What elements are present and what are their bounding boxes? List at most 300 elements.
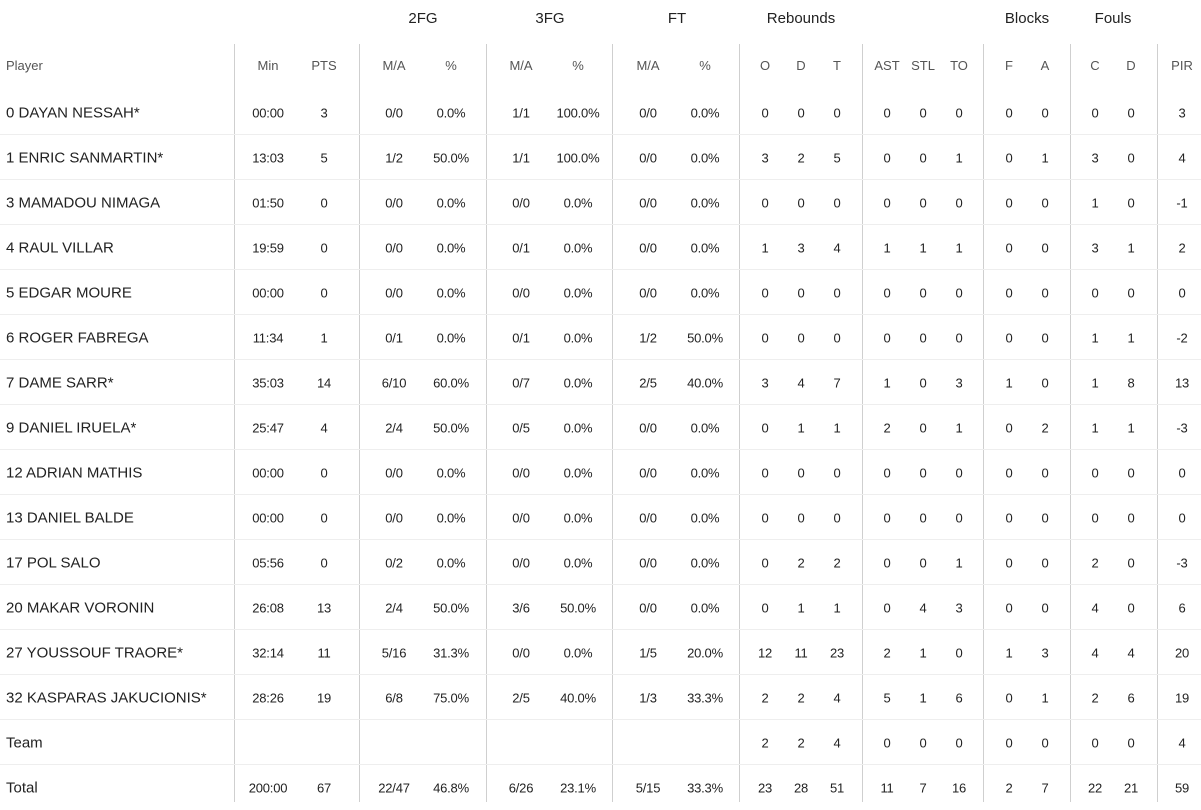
player-name[interactable]: 1 ENRIC SANMARTIN* — [6, 149, 164, 166]
stat-ft-pct: 0.0% — [690, 195, 720, 210]
stat-pts: 3 — [320, 105, 328, 120]
stat-fg3-ma: 6/26 — [508, 780, 534, 795]
stat-pts: 14 — [316, 375, 332, 390]
stat-reb-d: 28 — [793, 780, 809, 795]
player-name[interactable]: 7 DAME SARR* — [6, 374, 114, 391]
stat-reb-t: 5 — [833, 150, 841, 165]
stat-blk-a: 1 — [1041, 150, 1049, 165]
stat-pir: 2 — [1178, 240, 1186, 255]
stat-reb-t: 0 — [833, 330, 841, 345]
stat-ast: 0 — [883, 735, 891, 750]
stat-blk-f: 0 — [1005, 150, 1013, 165]
stat-pts: 0 — [320, 510, 328, 525]
stat-reb-t: 4 — [833, 240, 841, 255]
stat-reb-o: 0 — [761, 465, 769, 480]
stat-foul-d: 4 — [1127, 645, 1135, 660]
stat-fg2-pct: 0.0% — [436, 465, 466, 480]
stat-pir: 4 — [1178, 735, 1186, 750]
stat-to: 0 — [955, 510, 963, 525]
stat-stl: 0 — [919, 735, 927, 750]
stat-min: 35:03 — [252, 375, 284, 390]
stat-foul-d: 8 — [1127, 375, 1135, 390]
stat-blk-a: 0 — [1041, 600, 1049, 615]
stat-fg3-pct: 0.0% — [563, 555, 593, 570]
stat-fg3-ma: 1/1 — [512, 105, 530, 120]
stat-blk-a: 3 — [1041, 645, 1049, 660]
stat-ft-pct: 0.0% — [690, 555, 720, 570]
stat-pir: 13 — [1174, 375, 1190, 390]
stat-fg3-pct: 23.1% — [560, 780, 596, 795]
player-name[interactable]: 13 DANIEL BALDE — [6, 509, 134, 526]
stat-reb-d: 1 — [797, 600, 805, 615]
stat-foul-d: 0 — [1127, 735, 1135, 750]
stat-fg2-pct: 50.0% — [433, 150, 469, 165]
stat-pir: 59 — [1174, 780, 1190, 795]
stat-pts: 0 — [320, 465, 328, 480]
stat-pir: 3 — [1178, 105, 1186, 120]
stat-foul-c: 0 — [1091, 735, 1099, 750]
column-header-pir[interactable]: PIR — [1171, 58, 1193, 73]
stat-stl: 0 — [919, 285, 927, 300]
stat-blk-f: 0 — [1005, 105, 1013, 120]
player-name[interactable]: 3 MAMADOU NIMAGA — [6, 194, 161, 211]
stat-foul-d: 0 — [1127, 105, 1135, 120]
stat-blk-a: 0 — [1041, 105, 1049, 120]
player-name[interactable]: 27 YOUSSOUF TRAORE* — [6, 644, 183, 661]
stat-fg2-ma: 0/0 — [385, 285, 403, 300]
player-name[interactable]: 20 MAKAR VORONIN — [6, 599, 155, 616]
stat-blk-f: 0 — [1005, 555, 1013, 570]
stat-reb-o: 2 — [761, 690, 769, 705]
stat-blk-f: 0 — [1005, 420, 1013, 435]
stat-reb-d: 2 — [797, 735, 805, 750]
stat-fg3-ma: 0/0 — [512, 645, 530, 660]
stat-reb-t: 7 — [833, 375, 841, 390]
stat-ft-pct: 0.0% — [690, 285, 720, 300]
stat-pts: 19 — [316, 690, 332, 705]
column-header-fg2-pct[interactable]: % — [445, 58, 457, 73]
player-name[interactable]: 0 DAYAN NESSAH* — [6, 104, 140, 121]
stat-reb-d: 2 — [797, 690, 805, 705]
stat-foul-c: 22 — [1087, 780, 1103, 795]
stat-pir: 0 — [1178, 285, 1186, 300]
player-name[interactable]: 6 ROGER FABREGA — [6, 329, 149, 346]
stat-reb-o: 3 — [761, 375, 769, 390]
player-name: Total — [6, 779, 38, 796]
column-header-reb-o[interactable]: O — [759, 58, 771, 73]
stat-fg2-pct: 50.0% — [433, 420, 469, 435]
stat-fg2-ma: 0/0 — [385, 105, 403, 120]
stat-reb-t: 23 — [829, 645, 845, 660]
stat-ft-pct: 0.0% — [690, 420, 720, 435]
stat-ast: 1 — [883, 240, 891, 255]
stat-reb-t: 4 — [833, 690, 841, 705]
stat-ast: 2 — [883, 645, 891, 660]
stat-min: 200:00 — [248, 780, 288, 795]
stat-reb-o: 0 — [761, 195, 769, 210]
stat-reb-d: 4 — [797, 375, 805, 390]
stat-fg2-pct: 31.3% — [433, 645, 469, 660]
stat-fg2-pct: 0.0% — [436, 510, 466, 525]
stat-min: 28:26 — [252, 690, 284, 705]
stat-foul-c: 2 — [1091, 690, 1099, 705]
stat-pts: 0 — [320, 195, 328, 210]
stat-fg3-ma: 0/0 — [512, 465, 530, 480]
stat-reb-d: 0 — [797, 195, 805, 210]
stat-fg2-ma: 2/4 — [385, 420, 403, 435]
stat-foul-c: 4 — [1091, 600, 1099, 615]
column-header-fg2-ma[interactable]: M/A — [382, 58, 406, 73]
stat-fg2-ma: 0/0 — [385, 195, 403, 210]
stat-pts: 4 — [320, 420, 328, 435]
stat-ft-ma: 0/0 — [639, 555, 657, 570]
stat-ast: 0 — [883, 600, 891, 615]
stat-reb-d: 1 — [797, 420, 805, 435]
stat-pts: 13 — [316, 600, 332, 615]
stat-fg2-pct: 0.0% — [436, 285, 466, 300]
column-header-blk-f[interactable]: F — [1005, 58, 1013, 73]
stat-ft-ma: 0/0 — [639, 420, 657, 435]
stat-to: 6 — [955, 690, 963, 705]
stat-pir: 4 — [1178, 150, 1186, 165]
stat-blk-a: 0 — [1041, 510, 1049, 525]
stat-reb-o: 0 — [761, 420, 769, 435]
player-name[interactable]: 32 KASPARAS JAKUCIONIS* — [6, 689, 207, 706]
player-name[interactable]: 4 RAUL VILLAR — [6, 239, 114, 256]
stat-ast: 0 — [883, 105, 891, 120]
stat-foul-d: 1 — [1127, 330, 1135, 345]
player-name[interactable]: 5 EDGAR MOURE — [6, 284, 132, 301]
stat-foul-d: 1 — [1127, 420, 1135, 435]
stat-fg2-ma: 0/0 — [385, 240, 403, 255]
stat-foul-d: 21 — [1123, 780, 1139, 795]
stat-pir: 20 — [1174, 645, 1190, 660]
stat-foul-c: 3 — [1091, 240, 1099, 255]
column-header-blk-a[interactable]: A — [1040, 58, 1050, 73]
stat-stl: 7 — [919, 780, 927, 795]
stat-ft-ma: 0/0 — [639, 510, 657, 525]
stat-ft-ma: 0/0 — [639, 600, 657, 615]
stat-blk-f: 0 — [1005, 600, 1013, 615]
group-header-blocks: Blocks — [1004, 10, 1050, 27]
stat-min: 25:47 — [252, 420, 284, 435]
column-header-reb-t[interactable]: T — [833, 58, 841, 73]
table-row — [0, 630, 1201, 675]
stat-min: 26:08 — [252, 600, 284, 615]
table-row — [0, 585, 1201, 630]
stat-fg3-pct: 0.0% — [563, 510, 593, 525]
stat-fg2-pct: 0.0% — [436, 195, 466, 210]
stat-fg3-pct: 0.0% — [563, 330, 593, 345]
column-header-fg3-pct[interactable]: % — [572, 58, 584, 73]
column-header-player[interactable]: Player — [6, 58, 43, 73]
group-header-ft: FT — [667, 10, 687, 27]
stat-foul-d: 0 — [1127, 510, 1135, 525]
stat-ft-pct: 0.0% — [690, 240, 720, 255]
stat-to: 1 — [955, 420, 963, 435]
stat-reb-t: 2 — [833, 555, 841, 570]
column-header-min[interactable]: Min — [257, 58, 279, 73]
stat-min: 19:59 — [252, 240, 284, 255]
stat-blk-f: 0 — [1005, 465, 1013, 480]
stat-to: 1 — [955, 555, 963, 570]
stat-foul-d: 6 — [1127, 690, 1135, 705]
player-name[interactable]: 9 DANIEL IRUELA* — [6, 419, 137, 436]
stat-foul-c: 0 — [1091, 465, 1099, 480]
stat-ft-ma: 0/0 — [639, 150, 657, 165]
stat-ft-ma: 0/0 — [639, 285, 657, 300]
stat-stl: 0 — [919, 150, 927, 165]
column-header-pts[interactable]: PTS — [311, 58, 337, 73]
stat-ft-pct: 40.0% — [687, 375, 723, 390]
stat-fg2-ma: 0/1 — [385, 330, 403, 345]
stat-reb-o: 0 — [761, 600, 769, 615]
stat-min: 00:00 — [252, 105, 284, 120]
stat-fg3-pct: 0.0% — [563, 240, 593, 255]
stat-reb-o: 0 — [761, 105, 769, 120]
stat-fg2-ma: 1/2 — [385, 150, 403, 165]
stat-to: 3 — [955, 375, 963, 390]
stat-pir: 6 — [1178, 600, 1186, 615]
group-header-rebounds: Rebounds — [766, 10, 836, 27]
player-name[interactable]: 17 POL SALO — [6, 554, 101, 571]
stat-ast: 0 — [883, 150, 891, 165]
stat-fg2-ma: 6/8 — [385, 690, 403, 705]
stat-foul-c: 0 — [1091, 285, 1099, 300]
stat-to: 0 — [955, 645, 963, 660]
stat-foul-c: 0 — [1091, 105, 1099, 120]
stat-reb-d: 2 — [797, 555, 805, 570]
stat-blk-f: 0 — [1005, 330, 1013, 345]
stat-reb-t: 51 — [829, 780, 845, 795]
stat-blk-a: 0 — [1041, 735, 1049, 750]
table-row — [0, 90, 1201, 135]
table-row — [0, 405, 1201, 450]
stat-blk-a: 0 — [1041, 240, 1049, 255]
stat-stl: 4 — [919, 600, 927, 615]
stat-blk-a: 0 — [1041, 465, 1049, 480]
stat-pir: -2 — [1176, 330, 1188, 345]
column-header-ft-ma[interactable]: M/A — [636, 58, 660, 73]
column-header-ft-pct[interactable]: % — [699, 58, 711, 73]
stat-fg2-pct: 46.8% — [433, 780, 469, 795]
stat-reb-t: 1 — [833, 600, 841, 615]
stat-to: 0 — [955, 465, 963, 480]
team-row — [0, 720, 1201, 765]
stat-fg3-pct: 0.0% — [563, 195, 593, 210]
stat-reb-t: 0 — [833, 465, 841, 480]
stat-reb-d: 0 — [797, 330, 805, 345]
stat-fg2-pct: 50.0% — [433, 600, 469, 615]
stat-foul-c: 1 — [1091, 420, 1099, 435]
table-row — [0, 675, 1201, 720]
stat-fg2-pct: 0.0% — [436, 555, 466, 570]
column-header-foul-d[interactable]: D — [1126, 58, 1136, 73]
stat-blk-f: 1 — [1005, 375, 1013, 390]
stat-ft-ma: 1/5 — [639, 645, 657, 660]
stat-fg3-ma: 0/7 — [512, 375, 530, 390]
stat-foul-c: 3 — [1091, 150, 1099, 165]
stat-ft-ma: 1/2 — [639, 330, 657, 345]
stat-reb-o: 0 — [761, 285, 769, 300]
stat-min: 00:00 — [252, 510, 284, 525]
stat-stl: 0 — [919, 330, 927, 345]
stat-stl: 1 — [919, 690, 927, 705]
stat-pir: 0 — [1178, 510, 1186, 525]
stat-ft-ma: 1/3 — [639, 690, 657, 705]
stat-pts: 0 — [320, 285, 328, 300]
stat-fg3-pct: 0.0% — [563, 645, 593, 660]
stat-reb-d: 2 — [797, 150, 805, 165]
stat-ft-ma: 2/5 — [639, 375, 657, 390]
total-row — [0, 765, 1201, 810]
column-header-to[interactable]: TO — [950, 58, 968, 73]
stat-foul-c: 0 — [1091, 510, 1099, 525]
stat-ast: 0 — [883, 195, 891, 210]
stat-fg2-pct: 0.0% — [436, 105, 466, 120]
stat-foul-c: 4 — [1091, 645, 1099, 660]
stat-reb-t: 4 — [833, 735, 841, 750]
stat-blk-a: 7 — [1041, 780, 1049, 795]
stat-pir: -3 — [1176, 420, 1188, 435]
stat-reb-o: 2 — [761, 735, 769, 750]
stat-min: 13:03 — [252, 150, 284, 165]
stat-min: 05:56 — [252, 555, 284, 570]
stat-reb-t: 0 — [833, 105, 841, 120]
stat-ast: 0 — [883, 510, 891, 525]
column-header-fg3-ma[interactable]: M/A — [509, 58, 533, 73]
stat-pir: -1 — [1176, 195, 1188, 210]
stat-fg3-ma: 0/5 — [512, 420, 530, 435]
stat-ft-pct: 33.3% — [687, 780, 723, 795]
stat-pts: 5 — [320, 150, 328, 165]
stat-blk-a: 0 — [1041, 330, 1049, 345]
stat-fg3-pct: 0.0% — [563, 465, 593, 480]
stat-ast: 11 — [880, 780, 894, 795]
stat-stl: 0 — [919, 555, 927, 570]
stat-ast: 0 — [883, 285, 891, 300]
stat-stl: 1 — [919, 240, 927, 255]
stat-fg3-pct: 0.0% — [563, 285, 593, 300]
group-header-fouls: Fouls — [1094, 10, 1132, 27]
table-row — [0, 495, 1201, 540]
stat-foul-c: 1 — [1091, 330, 1099, 345]
stat-min: 00:00 — [252, 465, 284, 480]
stat-min: 11:34 — [252, 330, 284, 345]
stat-fg3-ma: 2/5 — [512, 690, 530, 705]
stat-ft-ma: 0/0 — [639, 240, 657, 255]
stat-ft-pct: 0.0% — [690, 150, 720, 165]
stat-to: 1 — [955, 150, 963, 165]
table-row — [0, 540, 1201, 585]
stat-fg2-pct: 0.0% — [436, 330, 466, 345]
stat-blk-a: 0 — [1041, 195, 1049, 210]
stat-fg2-ma: 2/4 — [385, 600, 403, 615]
stat-reb-d: 11 — [794, 645, 808, 660]
table-row — [0, 225, 1201, 270]
stat-stl: 1 — [919, 645, 927, 660]
group-header-2fg: 2FG — [408, 10, 438, 27]
player-name[interactable]: 12 ADRIAN MATHIS — [6, 464, 143, 481]
stat-reb-o: 0 — [761, 555, 769, 570]
stat-to: 0 — [955, 285, 963, 300]
stat-pts: 11 — [317, 645, 331, 660]
stat-reb-d: 0 — [797, 465, 805, 480]
stat-pts: 0 — [320, 240, 328, 255]
stat-pir: -3 — [1176, 555, 1188, 570]
stat-pts: 0 — [320, 555, 328, 570]
stat-ft-pct: 20.0% — [687, 645, 723, 660]
stat-ft-pct: 0.0% — [690, 105, 720, 120]
stat-stl: 0 — [919, 510, 927, 525]
stat-ft-pct: 0.0% — [690, 465, 720, 480]
stat-ft-pct: 50.0% — [687, 330, 723, 345]
stat-blk-a: 2 — [1041, 420, 1049, 435]
stat-blk-f: 0 — [1005, 735, 1013, 750]
stat-fg2-ma: 0/0 — [385, 465, 403, 480]
stat-blk-f: 2 — [1005, 780, 1013, 795]
stat-pts: 1 — [320, 330, 328, 345]
stat-ft-ma: 0/0 — [639, 105, 657, 120]
column-header-stl[interactable]: STL — [911, 58, 935, 73]
stat-blk-a: 0 — [1041, 375, 1049, 390]
column-header-ast[interactable]: AST — [874, 58, 900, 73]
stat-foul-d: 0 — [1127, 285, 1135, 300]
stat-ast: 2 — [883, 420, 891, 435]
stat-fg3-ma: 0/0 — [512, 195, 530, 210]
stat-blk-f: 0 — [1005, 690, 1013, 705]
stat-blk-f: 1 — [1005, 645, 1013, 660]
stat-fg3-pct: 40.0% — [560, 690, 596, 705]
stat-reb-d: 3 — [797, 240, 805, 255]
stat-pir: 19 — [1174, 690, 1190, 705]
table-row — [0, 270, 1201, 315]
stat-reb-t: 0 — [833, 195, 841, 210]
stat-ast: 0 — [883, 555, 891, 570]
stat-reb-o: 3 — [761, 150, 769, 165]
stat-foul-c: 1 — [1091, 375, 1099, 390]
stat-fg2-pct: 75.0% — [433, 690, 469, 705]
column-header-reb-d[interactable]: D — [796, 58, 806, 73]
stat-to: 0 — [955, 195, 963, 210]
stat-foul-d: 0 — [1127, 195, 1135, 210]
stat-reb-d: 0 — [797, 285, 805, 300]
stat-blk-f: 0 — [1005, 285, 1013, 300]
stat-fg2-pct: 0.0% — [436, 240, 466, 255]
stat-stl: 0 — [919, 195, 927, 210]
table-row — [0, 180, 1201, 225]
stat-blk-f: 0 — [1005, 240, 1013, 255]
stat-fg3-pct: 100.0% — [556, 150, 600, 165]
table-row — [0, 450, 1201, 495]
stat-pir: 0 — [1178, 465, 1186, 480]
stat-fg3-pct: 100.0% — [556, 105, 600, 120]
stat-reb-d: 0 — [797, 510, 805, 525]
column-header-foul-c[interactable]: C — [1090, 58, 1100, 73]
stat-fg2-ma: 0/0 — [385, 510, 403, 525]
stat-reb-t: 1 — [833, 420, 841, 435]
stat-foul-c: 1 — [1091, 195, 1099, 210]
stat-foul-d: 0 — [1127, 465, 1135, 480]
stat-stl: 0 — [919, 375, 927, 390]
stat-foul-d: 1 — [1127, 240, 1135, 255]
stat-ft-pct: 0.0% — [690, 600, 720, 615]
group-header-3fg: 3FG — [535, 10, 565, 27]
stat-min: 00:00 — [252, 285, 284, 300]
stat-foul-d: 0 — [1127, 555, 1135, 570]
stat-ast: 0 — [883, 330, 891, 345]
stat-ft-ma: 0/0 — [639, 195, 657, 210]
